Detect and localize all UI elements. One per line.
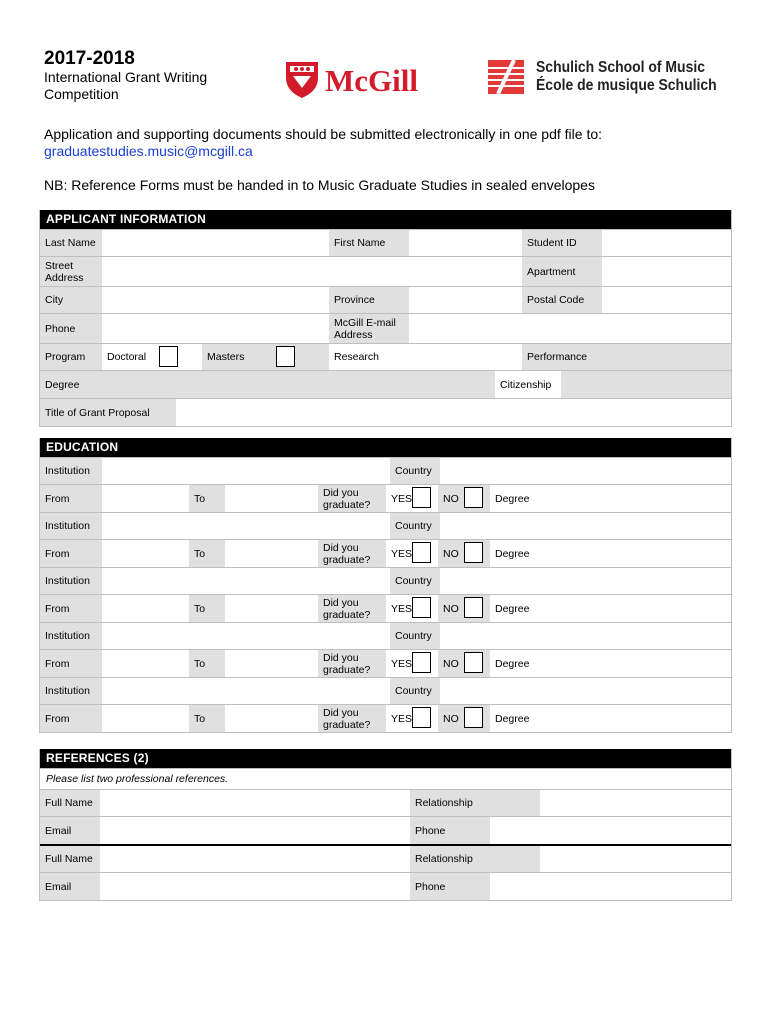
no-label: NO	[438, 540, 490, 567]
street-label-line2: Address	[45, 271, 84, 284]
grant-title-field[interactable]	[176, 399, 731, 426]
street-address-field[interactable]	[102, 257, 522, 286]
street-address-label	[40, 257, 102, 286]
degree-label: Degree	[40, 371, 495, 398]
masters-checkbox[interactable]	[276, 346, 295, 367]
no-label: NO	[438, 485, 490, 512]
degree-field[interactable]: Degree	[495, 492, 530, 505]
institution-label: Institution	[40, 623, 102, 649]
applicant-row-city	[40, 286, 731, 313]
full-name-label: Full Name	[40, 790, 100, 816]
from-field[interactable]	[102, 485, 189, 512]
no-checkbox[interactable]	[464, 652, 483, 673]
reference-email-field[interactable]	[100, 873, 410, 900]
apartment-field[interactable]	[602, 257, 731, 286]
phone-label: Phone	[40, 314, 102, 343]
graduated-label	[318, 595, 386, 622]
postal-code-field[interactable]	[602, 287, 731, 313]
from-label: From	[40, 595, 102, 622]
degree-field[interactable]: Degree	[495, 602, 530, 615]
education-dates-row	[40, 704, 731, 732]
grant-title-label: Title of Grant Proposal	[40, 399, 176, 426]
postal-code-label: Postal Code	[522, 287, 602, 313]
province-field[interactable]	[409, 287, 522, 313]
references-section-title: REFERENCES (2)	[40, 749, 731, 768]
reference-email-label: Email	[40, 817, 100, 844]
education-institution-row	[40, 457, 731, 484]
schulich-logo	[488, 57, 723, 97]
graduated-label	[318, 705, 386, 732]
graduated-label-line1: Did you	[323, 706, 359, 719]
citizenship-field[interactable]	[561, 371, 731, 398]
reference-contact-row	[40, 872, 731, 900]
education-dates-row	[40, 594, 731, 622]
doctoral-option-label: Doctoral	[107, 351, 147, 363]
degree-field[interactable]: Degree	[495, 547, 530, 560]
graduated-label-line2: graduate?	[323, 663, 371, 676]
education-institution-row	[40, 622, 731, 649]
country-label: Country	[390, 568, 440, 594]
reference-note: NB: Reference Forms must be handed in to Music Graduate Studies in sealed envelopes	[44, 177, 595, 193]
student-id-field[interactable]	[602, 230, 731, 256]
reference-name-row	[40, 789, 731, 816]
no-checkbox[interactable]	[464, 597, 483, 618]
yes-checkbox[interactable]	[412, 707, 431, 728]
education-dates-row	[40, 484, 731, 512]
reference-phone-label: Phone	[410, 873, 490, 900]
from-label: From	[40, 485, 102, 512]
education-section-title: EDUCATION	[40, 438, 731, 457]
yes-checkbox[interactable]	[412, 542, 431, 563]
email-label-line1: McGill E-mail	[334, 316, 396, 329]
institution-field[interactable]	[102, 568, 390, 594]
form-year: 2017-2018	[44, 48, 135, 69]
mcgill-email-field[interactable]	[409, 314, 731, 343]
reference-phone-field[interactable]	[490, 817, 731, 844]
education-institution-row	[40, 677, 731, 704]
schulich-name-en: Schulich School of Music	[536, 59, 705, 76]
country-label: Country	[390, 513, 440, 539]
education-dates-row	[40, 649, 731, 677]
graduated-label-line1: Did you	[323, 596, 359, 609]
references-note: Please list two professional references.	[40, 768, 731, 789]
institution-field[interactable]	[102, 458, 390, 484]
applicant-row-degree	[40, 370, 731, 398]
country-field[interactable]	[440, 458, 731, 484]
doctoral-checkbox[interactable]	[159, 346, 178, 367]
mcgill-email-label	[329, 314, 409, 343]
yes-checkbox[interactable]	[412, 652, 431, 673]
applicant-row-grant	[40, 398, 731, 426]
subtitle-line2: Competition	[44, 86, 119, 102]
relationship-field[interactable]	[540, 790, 731, 816]
applicant-row-name	[40, 229, 731, 256]
province-label: Province	[329, 287, 409, 313]
last-name-label: Last Name	[40, 230, 102, 256]
graduated-label	[318, 540, 386, 567]
to-field[interactable]	[225, 540, 318, 567]
from-field[interactable]	[102, 705, 189, 732]
last-name-field[interactable]	[102, 230, 329, 256]
from-label: From	[40, 540, 102, 567]
reference-email-field[interactable]	[100, 817, 410, 844]
graduated-label-line2: graduate?	[323, 608, 371, 621]
reference-contact-row	[40, 816, 731, 844]
country-label: Country	[390, 678, 440, 704]
to-field[interactable]	[225, 595, 318, 622]
no-label: NO	[438, 705, 490, 732]
street-label-line1: Street	[45, 259, 74, 272]
to-label: To	[189, 485, 225, 512]
email-label-line2: Address	[334, 328, 373, 341]
graduated-label	[318, 650, 386, 677]
submission-instructions: Application and supporting documents should be submitted electronically in one pdf file to:	[44, 126, 603, 142]
yes-label: YES	[391, 492, 413, 505]
first-name-field[interactable]	[409, 230, 522, 256]
to-label: To	[189, 650, 225, 677]
program-label: Program	[40, 344, 102, 370]
applicant-section-title: APPLICANT INFORMATION	[40, 210, 731, 229]
references-section	[39, 749, 732, 901]
institution-field[interactable]	[102, 513, 390, 539]
applicant-section	[39, 210, 732, 427]
no-label: NO	[438, 595, 490, 622]
from-field[interactable]	[102, 540, 189, 567]
country-label: Country	[390, 458, 440, 484]
relationship-label: Relationship	[410, 790, 540, 816]
to-label: To	[189, 540, 225, 567]
degree-field[interactable]: Degree	[495, 657, 530, 670]
no-checkbox[interactable]	[464, 707, 483, 728]
city-label: City	[40, 287, 102, 313]
yes-label: YES	[391, 547, 413, 560]
reference-email-label: Email	[40, 873, 100, 900]
institution-label: Institution	[40, 513, 102, 539]
no-checkbox[interactable]	[464, 542, 483, 563]
to-field[interactable]	[225, 485, 318, 512]
yes-label: YES	[391, 712, 413, 725]
degree-field[interactable]: Degree	[495, 712, 530, 725]
form-subtitle	[44, 69, 244, 103]
institution-label: Institution	[40, 678, 102, 704]
performance-option-label[interactable]: Performance	[522, 344, 731, 370]
applicant-row-program	[40, 343, 731, 370]
student-id-label: Student ID	[522, 230, 602, 256]
research-option-label[interactable]: Research	[334, 351, 379, 363]
submission-email-link[interactable]: graduatestudies.music@mcgill.ca	[44, 143, 253, 159]
country-label: Country	[390, 623, 440, 649]
yes-label: YES	[391, 602, 413, 615]
relationship-label: Relationship	[410, 846, 540, 872]
full-name-field[interactable]	[100, 846, 410, 872]
education-section	[39, 438, 732, 733]
institution-label: Institution	[40, 568, 102, 594]
yes-label: YES	[391, 657, 413, 670]
from-label: From	[40, 705, 102, 732]
to-field[interactable]	[225, 650, 318, 677]
graduated-label-line1: Did you	[323, 651, 359, 664]
first-name-label: First Name	[329, 230, 409, 256]
full-name-field[interactable]	[100, 790, 410, 816]
graduated-label-line2: graduate?	[323, 718, 371, 731]
country-field[interactable]	[440, 513, 731, 539]
reference-name-row	[40, 844, 731, 872]
yes-checkbox[interactable]	[412, 487, 431, 508]
no-checkbox[interactable]	[464, 487, 483, 508]
from-label: From	[40, 650, 102, 677]
graduated-label-line2: graduate?	[323, 553, 371, 566]
apartment-label: Apartment	[522, 257, 602, 286]
country-field[interactable]	[440, 568, 731, 594]
from-field[interactable]	[102, 650, 189, 677]
applicant-row-address	[40, 256, 731, 286]
mcgill-wordmark: McGill	[325, 63, 418, 98]
schulich-name-fr: École de musique Schulich	[536, 77, 717, 94]
city-field[interactable]	[102, 287, 329, 313]
full-name-label: Full Name	[40, 846, 100, 872]
reference-phone-field[interactable]	[490, 873, 731, 900]
graduated-label-line1: Did you	[323, 486, 359, 499]
reference-phone-label: Phone	[410, 817, 490, 844]
yes-checkbox[interactable]	[412, 597, 431, 618]
schulich-emblem-icon	[488, 60, 528, 94]
subtitle-line1: International Grant Writing	[44, 69, 208, 85]
country-field[interactable]	[440, 678, 731, 704]
to-label: To	[189, 595, 225, 622]
education-dates-row	[40, 539, 731, 567]
graduated-label-line2: graduate?	[323, 498, 371, 511]
graduated-label-line1: Did you	[323, 541, 359, 554]
applicant-row-contact	[40, 313, 731, 343]
relationship-field[interactable]	[540, 846, 731, 872]
to-field[interactable]	[225, 705, 318, 732]
institution-field[interactable]	[102, 623, 390, 649]
education-institution-row	[40, 512, 731, 539]
to-label: To	[189, 705, 225, 732]
citizenship-label: Citizenship	[500, 378, 552, 391]
from-field[interactable]	[102, 595, 189, 622]
phone-field[interactable]	[102, 314, 329, 343]
education-institution-row	[40, 567, 731, 594]
mcgill-logo	[285, 58, 445, 100]
institution-label: Institution	[40, 458, 102, 484]
country-field[interactable]	[440, 623, 731, 649]
institution-field[interactable]	[102, 678, 390, 704]
masters-option-label: Masters	[202, 344, 329, 370]
no-label: NO	[438, 650, 490, 677]
graduated-label	[318, 485, 386, 512]
